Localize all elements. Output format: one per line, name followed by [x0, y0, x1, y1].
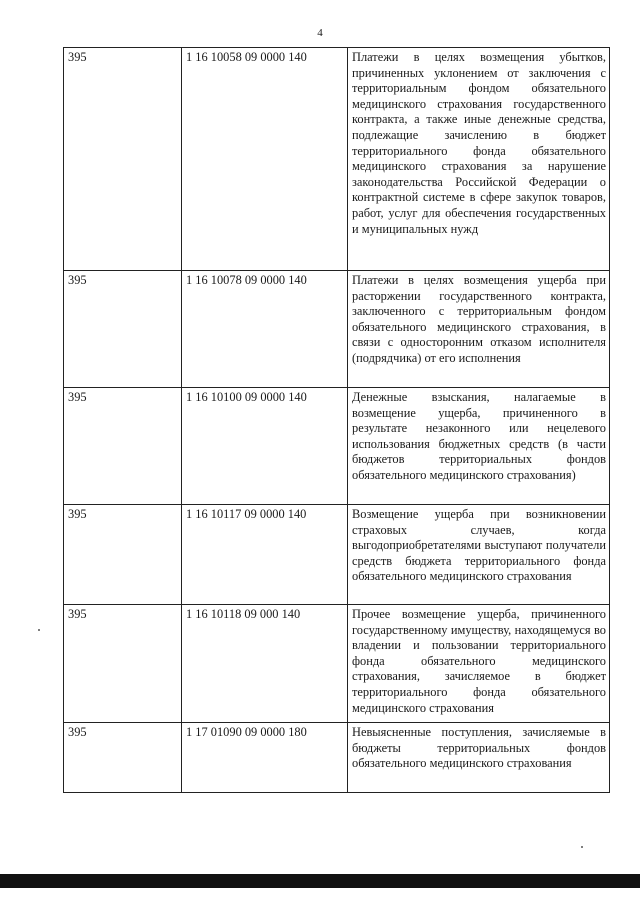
description-cell: Невыясненные поступления, зачисляемые в бюджеты территориальных фондов обязательного медицинского страхования	[348, 723, 610, 793]
table-row	[64, 605, 610, 723]
budget-code-cell: 1 16 10078 09 0000 140	[182, 271, 348, 388]
table-row	[64, 505, 610, 605]
admin-code-cell: 395	[64, 271, 182, 388]
budget-code-cell: 1 17 01090 09 0000 180	[182, 723, 348, 793]
page-number: 4	[317, 27, 323, 39]
budget-code-cell: 1 16 10058 09 0000 140	[182, 48, 348, 271]
table-row	[64, 48, 610, 271]
admin-code-cell: 395	[64, 605, 182, 723]
scan-speck	[38, 629, 40, 631]
description-cell: Платежи в целях возмещения убытков, причиненных уклонением от заключения с территориальным фондом обязательного медицинского страхования государственного контракта, а также иные денежные средства, подлежащие зачислению в бюджет территориального фонда обязательного медицинского страхования за нарушение законодательства Российской Федерации о контрактной системе в сфере закупок товаров, работ, услуг для обеспечения государственных и муниципальных нужд	[348, 48, 610, 271]
scan-speck	[581, 846, 583, 848]
budget-code-cell: 1 16 10117 09 0000 140	[182, 505, 348, 605]
description-cell: Возмещение ущерба при возникновении страховых случаев, когда выгодоприобретателями выступают получатели средств бюджета территориального фонда обязательного медицинского страхования	[348, 505, 610, 605]
admin-code-cell: 395	[64, 723, 182, 793]
budget-codes-table	[63, 47, 610, 793]
admin-code-cell: 395	[64, 505, 182, 605]
admin-code-cell: 395	[64, 388, 182, 505]
table-row	[64, 723, 610, 793]
table-row	[64, 271, 610, 388]
admin-code-cell: 395	[64, 48, 182, 271]
table-row	[64, 388, 610, 505]
description-cell: Денежные взыскания, налагаемые в возмещение ущерба, причиненного в результате незаконного или нецелевого использования бюджетных средств (в части бюджетов территориальных фондов обязательного медицинского страхования)	[348, 388, 610, 505]
budget-code-cell: 1 16 10100 09 0000 140	[182, 388, 348, 505]
description-cell: Прочее возмещение ущерба, причиненного государственному имуществу, находящемуся во владении и пользовании территориального фонда обязательного медицинского страхования, зачисляемое в бюджет территориального фонда обязательного медицинского страхования	[348, 605, 610, 723]
budget-code-cell: 1 16 10118 09 000 140	[182, 605, 348, 723]
description-cell: Платежи в целях возмещения ущерба при расторжении государственного контракта, заключенного с территориальным фондом обязательного медицинского страхования, в связи с односторонним отказом исполнителя (подрядчика) от его исполнения	[348, 271, 610, 388]
scan-edge-bar	[0, 874, 640, 888]
